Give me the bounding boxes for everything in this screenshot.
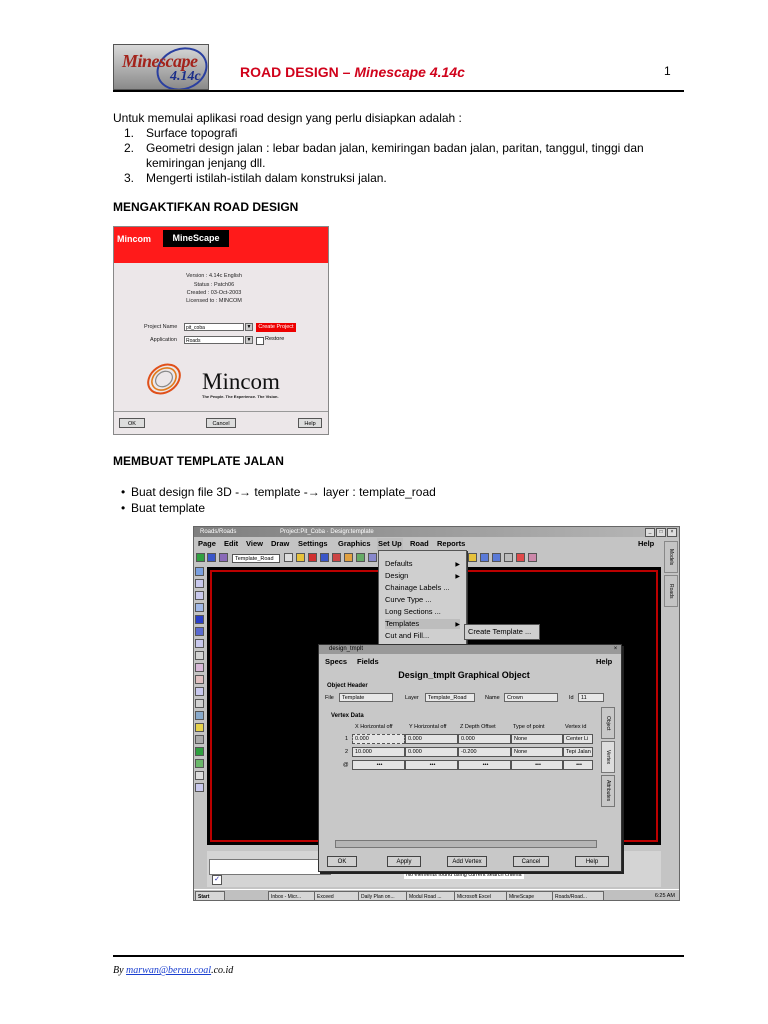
menu-bar [194,538,664,550]
tool-icon[interactable] [195,675,204,684]
footer-credit: By marwan@berau.coal.co.id [113,965,234,976]
tab-models[interactable]: Models [664,541,678,573]
list-item-continuation: kemiringan jenjang dll. [146,156,266,170]
tool-icon[interactable] [195,711,204,720]
roads-app-screenshot [193,526,680,901]
mincom-logo-icon [144,357,184,397]
table-cell[interactable]: Center Li [563,734,593,744]
maximize-icon[interactable]: □ [656,528,666,537]
menu-item-curve-type[interactable]: Curve Type ... [385,595,432,604]
dialog-titlebar: design_tmplt [319,645,621,654]
dialog-menubar [319,656,621,667]
file-field[interactable]: Template [339,693,393,702]
submenu-arrow-icon: ▶ [455,622,460,628]
tool-icon[interactable] [195,759,204,768]
tool-icon[interactable] [195,591,204,600]
taskbar-item[interactable]: Roads/Road... [552,891,604,901]
taskbar-item[interactable]: Exceed [314,891,360,901]
templates-submenu [464,624,540,640]
left-toolbox [195,567,205,795]
tool-icon[interactable] [195,771,204,780]
start-button[interactable]: Start [195,891,225,901]
clock: 6:25 AM [654,893,675,899]
menu-fields[interactable]: Fields [357,657,379,666]
tool-icon[interactable] [195,747,204,756]
tool-icon[interactable] [195,783,204,792]
dialog-help-menu[interactable]: Help [596,657,613,666]
taskbar-item[interactable]: Modul Road ... [406,891,456,901]
menu-item-cut-and-fill[interactable]: Cut and Fill... [385,631,430,640]
tool-icon[interactable] [504,553,513,562]
list-item: 1. Surface topografi [124,126,238,140]
table-cell[interactable]: ••• [458,760,511,770]
tool-icon[interactable] [195,615,204,624]
taskbar [194,889,679,901]
tab-vertex[interactable]: Vertex [601,741,615,773]
tool-icon[interactable] [195,687,204,696]
menu-graphics[interactable]: Graphics [338,539,371,548]
tool-icon[interactable] [219,553,228,562]
bullet-item: • Buat template [121,501,206,515]
submenu-arrow-icon: ▶ [455,574,460,580]
table-cell[interactable]: 0.000 [458,734,511,744]
command-input[interactable] [209,859,331,875]
section-heading: MEMBUAT TEMPLATE JALAN [113,454,284,468]
header-rule [113,90,684,92]
bullet-item: • Buat design file 3D -→ template -→ layer : template_road [121,485,436,499]
table-cell[interactable]: ••• [405,760,458,770]
table-cell[interactable]: None [511,734,563,744]
menu-item-create-template[interactable]: Create Template ... [468,627,532,636]
tool-icon[interactable] [468,553,477,562]
list-item: 3. Mengerti istilah-istilah dalam konstruksi jalan. [124,171,387,185]
apply-button[interactable]: Apply [387,856,421,867]
page-number: 1 [664,64,671,78]
menu-item-chainage-labels[interactable]: Chainage Labels ... [385,583,450,592]
list-item: 2. Geometri design jalan : lebar badan jalan, kemiringan badan jalan, paritan, tanggul, tinggi dan [124,141,644,155]
menu-help[interactable]: Help [638,539,655,548]
menu-setup[interactable]: Set Up [378,539,402,548]
application-dropdown-icon[interactable]: ▼ [246,337,252,343]
tool-icon[interactable] [296,553,305,562]
help-button[interactable]: Help [298,418,322,428]
right-tab-strip [662,537,678,617]
menu-reports[interactable]: Reports [437,539,466,548]
table-cell[interactable]: 0.000 [405,747,458,757]
object-header-group: Object Header [327,683,368,689]
table-cell[interactable]: 10.000 [352,747,405,757]
tool-icon[interactable] [480,553,489,562]
login-screenshot: Mincom MineScape Version : 4.14c English Status : Patch06 Created : 03-Oct-2003 Licensed to : MINCOM Project Name pit_coba ▼ Create Project Application Roads ▼ Restore Mincom The People. The Experience. The Vision. OK Cancel Help [113,226,329,435]
menu-settings[interactable]: Settings [298,539,328,548]
tool-icon[interactable] [356,553,365,562]
table-cell[interactable]: 0.000 [405,734,458,744]
project-name-field[interactable]: pit_coba [184,323,244,331]
table-cell[interactable]: ••• [511,760,563,770]
close-icon[interactable]: × [613,646,618,652]
tool-icon[interactable] [195,735,204,744]
minimize-icon[interactable]: _ [645,528,655,537]
tab-roads[interactable]: Roads [664,575,678,607]
tool-icon[interactable] [195,603,204,612]
cancel-button[interactable]: Cancel [206,418,236,428]
menu-draw[interactable]: Draw [271,539,290,548]
menu-view[interactable]: View [246,539,263,548]
tool-icon[interactable] [195,723,204,732]
taskbar-item[interactable]: Microsoft Excel [454,891,508,901]
project-dropdown-icon[interactable]: ▼ [246,324,252,330]
name-field[interactable]: Crown [504,693,558,702]
tool-icon[interactable] [516,553,525,562]
taskbar-item[interactable]: Daily Plan on... [358,891,408,901]
tool-icon[interactable] [195,663,204,672]
help-button[interactable]: Help [575,856,609,867]
intro-text: Untuk memulai aplikasi road design yang perlu disiapkan adalah : [113,111,462,125]
tool-icon[interactable] [320,553,329,562]
tool-icon[interactable] [195,699,204,708]
ok-button[interactable]: OK [327,856,357,867]
tool-icon[interactable] [368,553,377,562]
tool-icon[interactable] [195,627,204,636]
close-icon[interactable]: × [667,528,677,537]
menu-edit[interactable]: Edit [224,539,239,548]
tool-icon[interactable] [492,553,501,562]
menu-road[interactable]: Road [410,539,429,548]
tool-icon[interactable] [344,553,353,562]
submenu-arrow-icon: ▶ [455,562,460,568]
tool-icon[interactable] [195,579,204,588]
tool-icon[interactable] [308,553,317,562]
table-cell[interactable]: Tepi Jalan [563,747,593,757]
menu-item-design[interactable]: Design [385,571,409,580]
table-cell[interactable]: -0.200 [458,747,511,757]
checkbox[interactable]: ✓ [212,875,222,885]
footer-rule [113,955,684,957]
dropdown-icon[interactable] [284,553,293,562]
taskbar-item[interactable]: Inbox - Micr... [268,891,316,901]
design-tmplt-dialog: design_tmplt × Specs Fields Help Design_tmplt Graphical Object Object Header File Template Layer Template_Road Name Crown Id 11 Vertex Data X Horizontal off Y Horizontal off Z Depth Offset Type of point Vertex id 1 0.000 0.000 0.000 None Center Li 2 10.000 0.000 -0.200 None Tepi Jalan @ ••• ••• ••• ••• ••• Object Vertex Attributes OK Apply Add Vertex Cancel Help [318,644,622,872]
template-field[interactable]: Template_Road [232,554,280,563]
create-project-button[interactable]: Create Project [256,323,296,332]
document-title: ROAD DESIGN – Minescape 4.14c [240,64,465,80]
tool-icon[interactable] [195,639,204,648]
menu-specs[interactable]: Specs [325,657,348,666]
vertex-data-group: Vertex Data [331,713,364,719]
menu-item-defaults[interactable]: Defaults [385,559,413,568]
tool-icon[interactable] [528,553,537,562]
add-vertex-button[interactable]: Add Vertex [447,856,487,867]
table-cell[interactable]: 0.000 [352,734,405,744]
tool-icon[interactable] [196,553,205,562]
layer-field[interactable]: Template_Road [425,693,475,702]
tool-icon[interactable] [195,651,204,660]
window-titlebar: Roads/Roads Project:Pit_Coba · Design:template _ □ × [194,527,679,537]
tab-attributes[interactable]: Attributes [601,775,615,807]
ok-button[interactable]: OK [119,418,145,428]
cancel-button[interactable]: Cancel [513,856,549,867]
id-field[interactable]: 11 [578,693,604,702]
taskbar-item[interactable]: MineScape [506,891,554,901]
menu-item-long-sections[interactable]: Long Sections ... [385,607,441,616]
menu-page[interactable]: Page [198,539,216,548]
table-cell[interactable]: None [511,747,563,757]
dialog-heading: Design_tmplt Graphical Object [398,670,530,680]
email-link[interactable]: marwan@berau.coal [126,965,212,976]
tool-icon[interactable] [207,553,216,562]
table-cell[interactable]: ••• [563,760,593,770]
status-message: No elements found using current search criteria [404,865,524,879]
menu-item-templates[interactable]: Templates [385,619,460,629]
tool-icon[interactable] [332,553,341,562]
tab-object[interactable]: Object [601,707,615,739]
table-cell[interactable]: ••• [352,760,405,770]
horizontal-scrollbar[interactable] [335,840,597,848]
minescape-logo: Minescape 4.14c [113,44,209,90]
section-heading: MENGAKTIFKAN ROAD DESIGN [113,200,299,214]
tool-icon[interactable] [195,567,204,576]
application-field[interactable]: Roads [184,336,244,344]
restore-checkbox[interactable] [256,337,264,345]
